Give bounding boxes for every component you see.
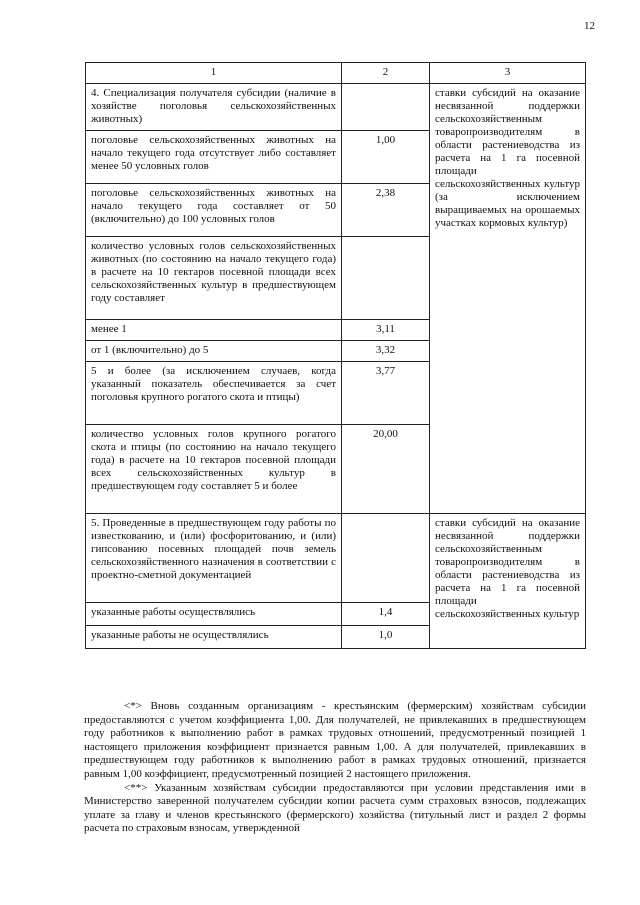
row-text: менее 1 (86, 320, 342, 341)
row-value: 1,4 (342, 603, 430, 626)
row-value (342, 514, 430, 603)
table-row (86, 514, 586, 603)
row-text: количество условных голов крупного рогатого скота и птицы (по состоянию на начало текущего года) в расчете на 10 гектаров посевной площади всех сельскохозяйственных культур в предшествующем году составляет 5 и более (86, 425, 342, 514)
row-text: указанные работы не осуществлялись (86, 626, 342, 649)
row-text: 4. Специализация получателя субсидии (наличие в хозяйстве поголовья сельскохозяйственных животных) (86, 84, 342, 131)
header-col-2: 2 (342, 63, 430, 84)
footnote-2: <**> Указанным хозяйствам субсидии предоставляются при условии представления ими в Министерство заверенной получателем субсидии копии расчета сумм страховых взносов, подлежащих уплате за главу и членов крестьянского (фермерского) хозяйства (титульный лист и раздел 2 формы расчета по страховым взносам, утвержденной (84, 781, 586, 835)
row-text: указанные работы осуществлялись (86, 603, 342, 626)
page-number: 12 (584, 20, 595, 32)
note-cell-1: ставки субсидий на оказание несвязанной поддержки сельскохозяйственным товаропроизводителям в области растениеводства из расчета на 1 га посевной площади сельскохозяйственных культур (за исключением выращиваемых на орошаемых участках кормовых культур) (430, 84, 586, 514)
note-cell-2: ставки субсидий на оказание несвязанной поддержки сельскохозяйственным товаропроизводителям в области растениеводства из расчета на 1 га посевной площади сельскохозяйственных культур (430, 514, 586, 649)
row-text: количество условных голов сельскохозяйственных животных (по состоянию на начало текущего года) в расчете на 10 гектаров посевной площади всех сельскохозяйственных культур в предшествующем году составляет (86, 237, 342, 320)
row-value (342, 237, 430, 320)
header-col-1: 1 (86, 63, 342, 84)
row-value: 3,77 (342, 362, 430, 425)
footnotes (84, 700, 586, 836)
row-text: поголовье сельскохозяйственных животных на начало текущего года отсутствует либо составляет менее 50 условных голов (86, 131, 342, 184)
table-header-row (86, 63, 586, 84)
row-text: поголовье сельскохозяйственных животных на начало текущего года составляет от 50 (включительно) до 100 условных голов (86, 184, 342, 237)
row-value: 2,38 (342, 184, 430, 237)
row-text: 5. Проведенные в предшествующем году работы по известкованию, и (или) фосфоритованию, и (или) гипсованию посевных площадей почв земель сельскохозяйственного назначения в соответствии с проектно-сметной документацией (86, 514, 342, 603)
header-col-3: 3 (430, 63, 586, 84)
row-text: 5 и более (за исключением случаев, когда указанный показатель обеспечивается за счет поголовья крупного рогатого скота и птицы) (86, 362, 342, 425)
coefficients-table (85, 62, 586, 649)
row-value: 1,00 (342, 131, 430, 184)
row-text: от 1 (включительно) до 5 (86, 341, 342, 362)
row-value (342, 84, 430, 131)
row-value: 3,11 (342, 320, 430, 341)
table-row (86, 84, 586, 131)
row-value: 1,0 (342, 626, 430, 649)
row-value: 3,32 (342, 341, 430, 362)
footnote-1: <*> Вновь созданным организациям - крестьянским (фермерским) хозяйствам субсидии предоставляются с учетом коэффициента 1,00. Для получателей, не привлекавших в предшествующем году работников к выполнению работ в рамках трудовых отношений, предусмотренный позицией 1 настоящего приложения коэффициент признается равным 1,00. А для получателей, привлекавших в предшествующем году работников к выполнению работ в рамках трудовых отношений, признается равным 1,00 коэффициент, предусмотренный позицией 2 настоящего приложения. (84, 700, 586, 780)
row-value: 20,00 (342, 425, 430, 514)
